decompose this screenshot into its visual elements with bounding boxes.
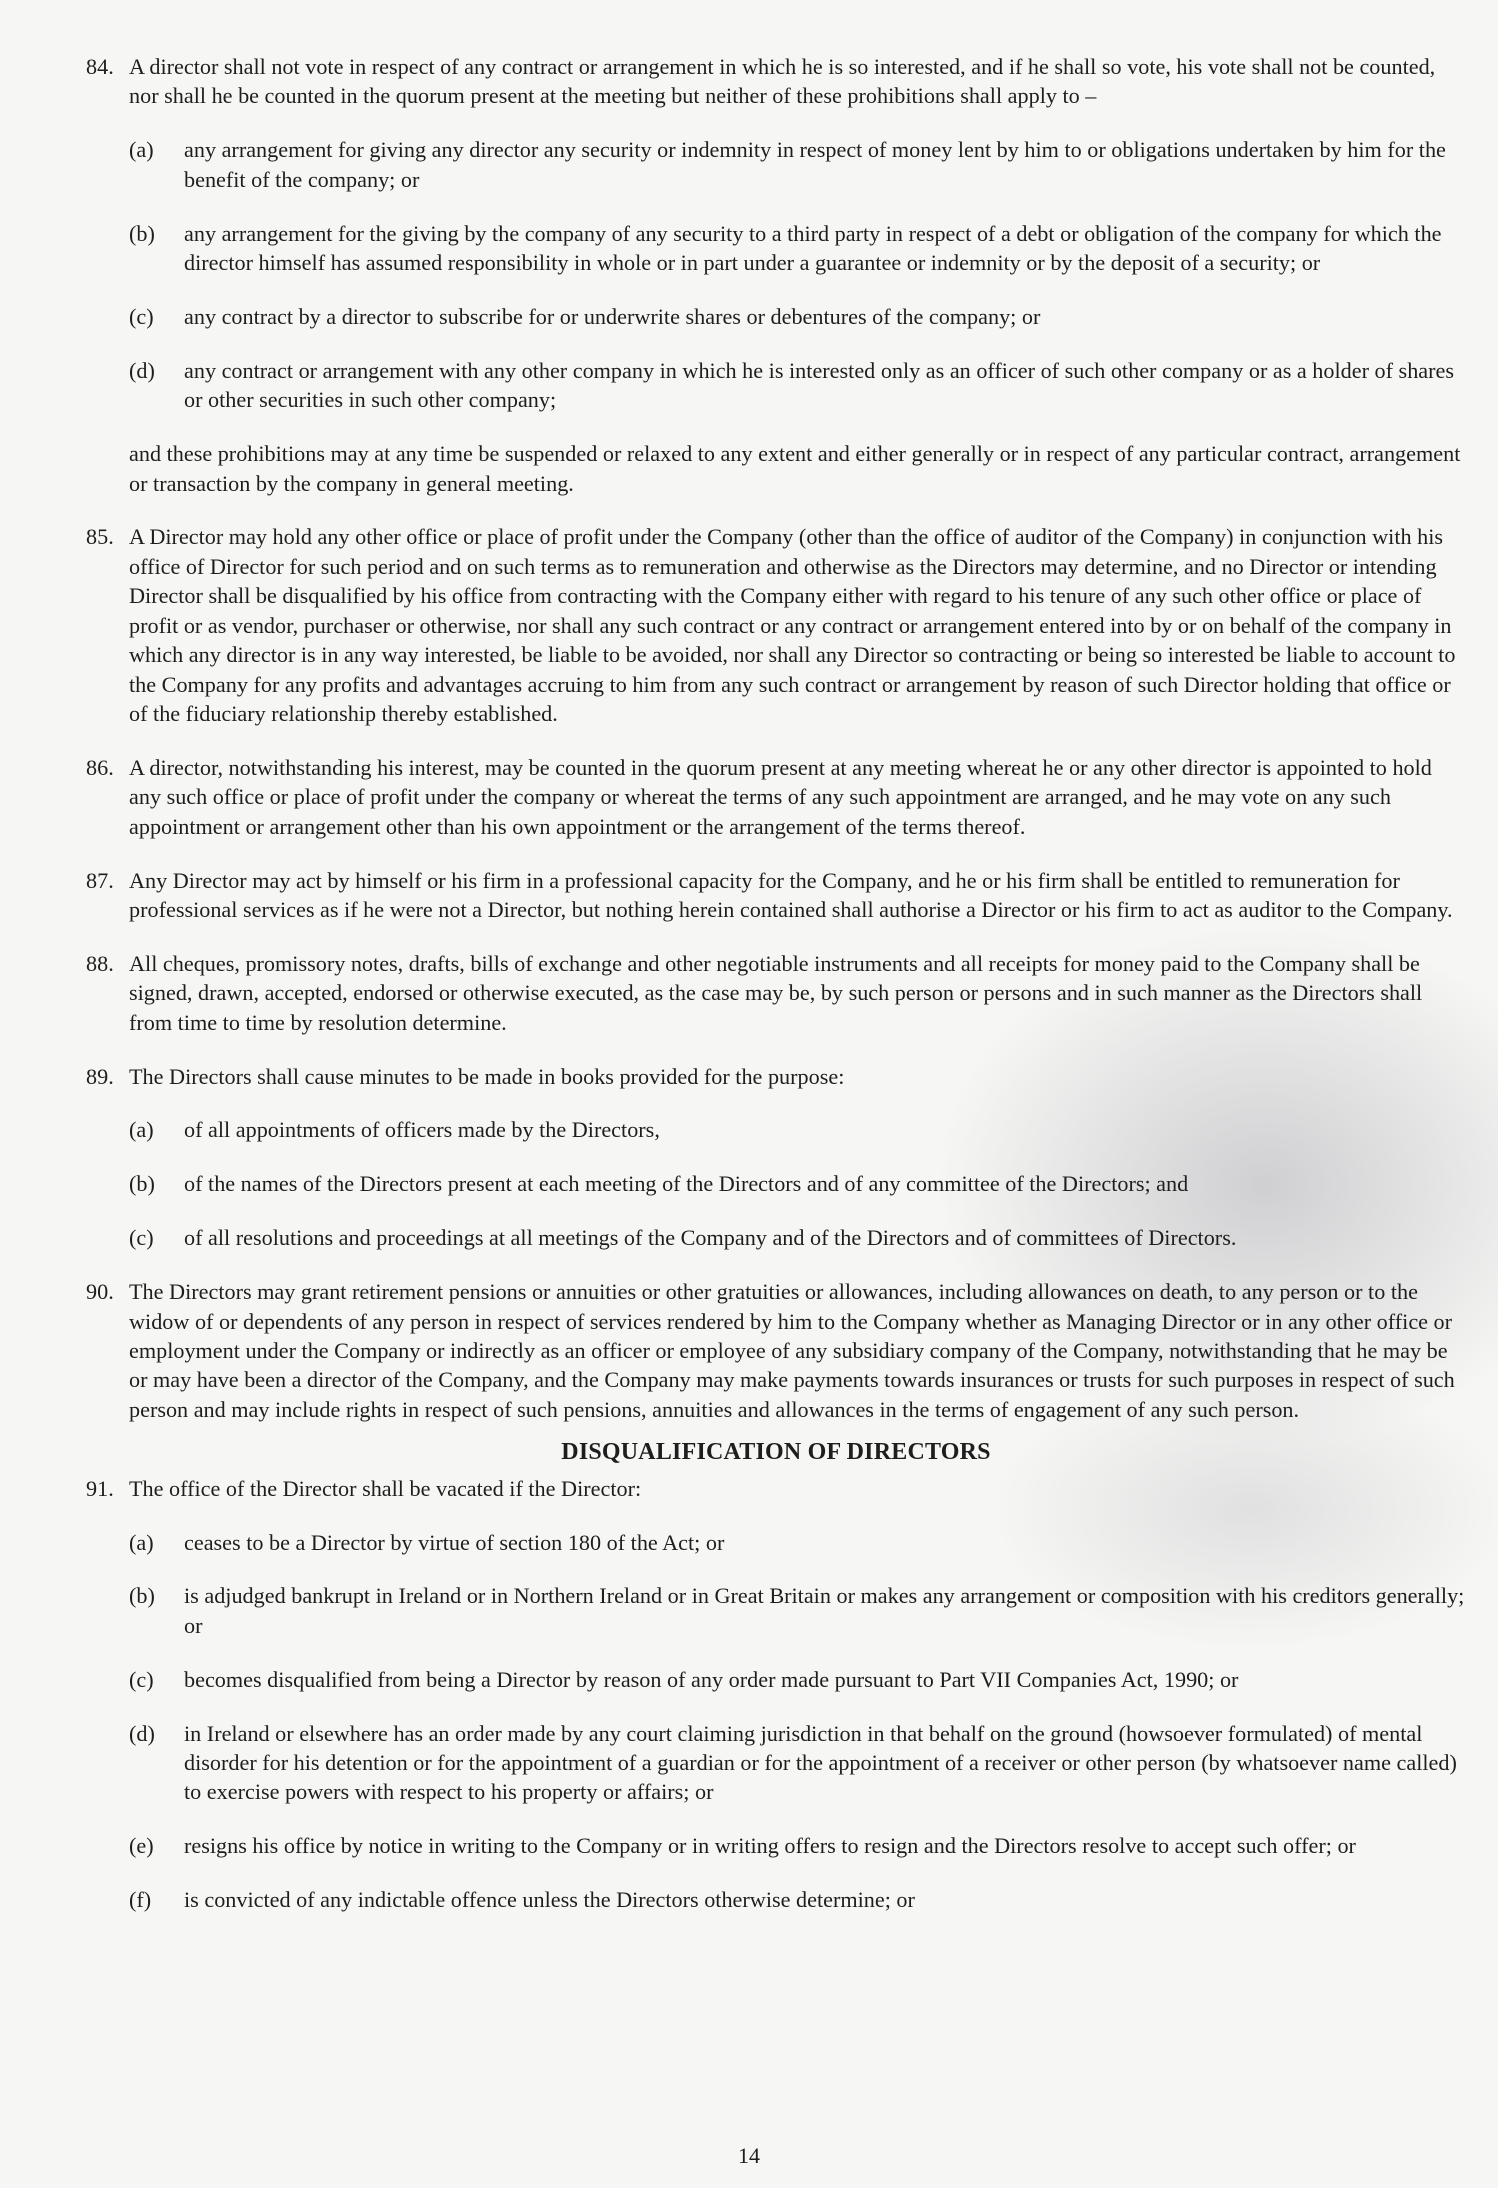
item-text: is adjudged bankrupt in Ireland or in Northern Ireland or in Great Britain or makes any arrangement or composition with his creditors generally; or [184,1583,1465,1638]
clause-88 [86,949,1466,1037]
item-label: (c) [129,1666,154,1692]
clause-89 [86,1062,1466,1091]
page-number: 14 [738,2143,760,2168]
clause-91-item-c [86,1665,1466,1694]
item-label: (b) [129,220,155,246]
item-text: resigns his office by notice in writing to the Company or in writing offers to resign and the Directors resolve to accept such offer; or [184,1833,1356,1859]
item-label: (a) [129,1529,154,1555]
item-text: ceases to be a Director by virtue of section 180 of the Act; or [184,1529,725,1555]
clause-89-item-b [86,1169,1466,1198]
clause-89-item-c [86,1223,1466,1252]
clause-91-item-b [86,1581,1466,1640]
item-label: (c) [129,1225,154,1251]
clause-84 [86,52,1466,111]
clause-86 [86,753,1466,841]
clause-text: A Director may hold any other office or place of profit under the Company (other than the office of auditor of the Company) in conjunction with his office of Director for such period and on such terms as to remuneration and otherwise as the Directors may determine, and no Director or intending Director shall be disqualified by his office from contracting with the Company either with regard to his tenure of any such other office or place of profit or as vendor, purchaser or otherwise, nor shall any such contract or any contract or arrangement entered into by or on behalf of the company in which any director is in any way interested, be liable to be avoided, nor shall any Director so contracting or being so interested be liable to account to the Company for any profits and advantages accruing to him from any such contract or arrangement by reason of such Director holding that office or of the fiduciary relationship thereby established. [129,524,1456,726]
item-text: any contract or arrangement with any other company in which he is interested only as an officer of such other company or as a holder of shares or other securities in such other company; [184,357,1455,413]
clause-text: All cheques, promissory notes, drafts, bills of exchange and other negotiable instruments and all receipts for money paid to the Company shall be signed, drawn, accepted, endorsed or otherwise executed, as the case may be, by such person or persons and in such manner as the Directors shall from time to time by resolution determine. [129,950,1423,1035]
item-label: (b) [129,1583,155,1609]
item-text: in Ireland or elsewhere has an order made by any court claiming jurisdiction in that behalf on the ground (howsoever formulated) of mental disorder for his detention or for the appointment of a guardian or for the appointment of a receiver or other person (by whatsoever name called) to exercise powers with respect to his property or affairs; or [184,1720,1457,1805]
clause-number: 84. [86,54,114,79]
item-label: (b) [129,1171,155,1197]
item-text: of all resolutions and proceedings at all meetings of the Company and of the Directors and of committees of Directors. [184,1225,1237,1251]
item-text: any arrangement for giving any director any security or indemnity in respect of money lent by him to or obligations undertaken by him for the benefit of the company; or [184,137,1446,192]
clause-84-item-c [86,302,1466,331]
item-text: is convicted of any indictable offence unless the Directors otherwise determine; or [184,1887,915,1913]
clause-number: 91. [86,1475,114,1501]
item-label: (a) [129,1117,154,1143]
clause-text: The Directors may grant retirement pensions or annuities or other gratuities or allowances, including allowances on death, to any person or to the widow of or dependents of any person in respect of services rendered by him to the Company whether as Managing Director or in any other office or employment under the Company or indirectly as an officer or employee of any subsidiary company of the Company, notwithstanding that he may be or may have been a director of the Company, and the Company may make payments towards insurances or trusts for such purposes in respect of such person and may include rights in respect of such pensions, annuities and allowances in the terms of engagement of any such person. [129,1279,1455,1422]
clause-84-continuation: and these prohibitions may at any time be suspended or relaxed to any extent and either generally or in respect of any particular contract, arrangement or transaction by the company in general meeting. [129,441,1461,496]
item-text: of the names of the Directors present at each meeting of the Directors and of any committee of the Directors; and [184,1171,1189,1197]
clause-number: 86. [86,754,114,780]
item-label: (d) [129,357,155,383]
clause-text: The Directors shall cause minutes to be made in books provided for the purpose: [129,1063,845,1089]
clause-91 [86,1474,1466,1503]
clause-number: 85. [86,524,114,550]
clause-text: Any Director may act by himself or his firm in a professional capacity for the Company, and he or his firm shall be entitled to remuneration for professional services as if he were not a Director, but nothing herein contained shall authorise a Director or his firm to act as auditor to the Company. [129,867,1453,922]
item-label: (d) [129,1720,155,1746]
document-body [86,52,1466,1939]
item-text: any arrangement for the giving by the company of any security to a third party in respect of a debt or obligation of the company for which the director himself has assumed responsibility in whole or in part under a guarantee or indemnity or by the deposit of a security; or [184,220,1442,276]
clause-87 [86,866,1466,925]
clause-91-item-a [86,1528,1466,1557]
clause-text: The office of the Director shall be vacated if the Director: [129,1475,642,1501]
item-label: (c) [129,303,154,329]
item-label: (f) [129,1887,152,1913]
item-text: of all appointments of officers made by the Directors, [184,1117,660,1143]
clause-89-item-a [86,1115,1466,1144]
item-label: (e) [129,1833,154,1859]
clause-number: 89. [86,1063,114,1089]
clause-84-item-b [86,219,1466,278]
item-text: becomes disqualified from being a Director by reason of any order made pursuant to Part VII Companies Act, 1990; or [184,1666,1239,1692]
clause-84-item-d [86,356,1466,415]
clause-text: A director, notwithstanding his interest, may be counted in the quorum present at any meeting whereat he or any other director is appointed to hold any such office or place of profit under the company or whereat the terms of any such appointment are arranged, and he may vote on any such appointment or arrangement other than his own appointment or the arrangement of the terms thereof. [129,754,1432,839]
clause-84-item-a [86,135,1466,194]
section-heading: DISQUALIFICATION OF DIRECTORS [561,1439,991,1466]
item-text: any contract by a director to subscribe for or underwrite shares or debentures of the company; or [184,303,1041,329]
item-label: (a) [129,137,154,163]
clause-number: 87. [86,867,114,893]
clause-number: 90. [86,1279,114,1305]
clause-text: A director shall not vote in respect of any contract or arrangement in which he is so interested, and if he shall so vote, his vote shall not be counted, nor shall he be counted in the quorum present at the meeting but neither of these prohibitions shall apply to – [129,54,1436,109]
clause-number: 88. [86,950,114,976]
clause-91-item-f [86,1885,1466,1914]
clause-91-item-d [86,1719,1466,1807]
clause-90 [86,1277,1466,1424]
clause-91-item-e [86,1831,1466,1860]
clause-85 [86,522,1466,728]
